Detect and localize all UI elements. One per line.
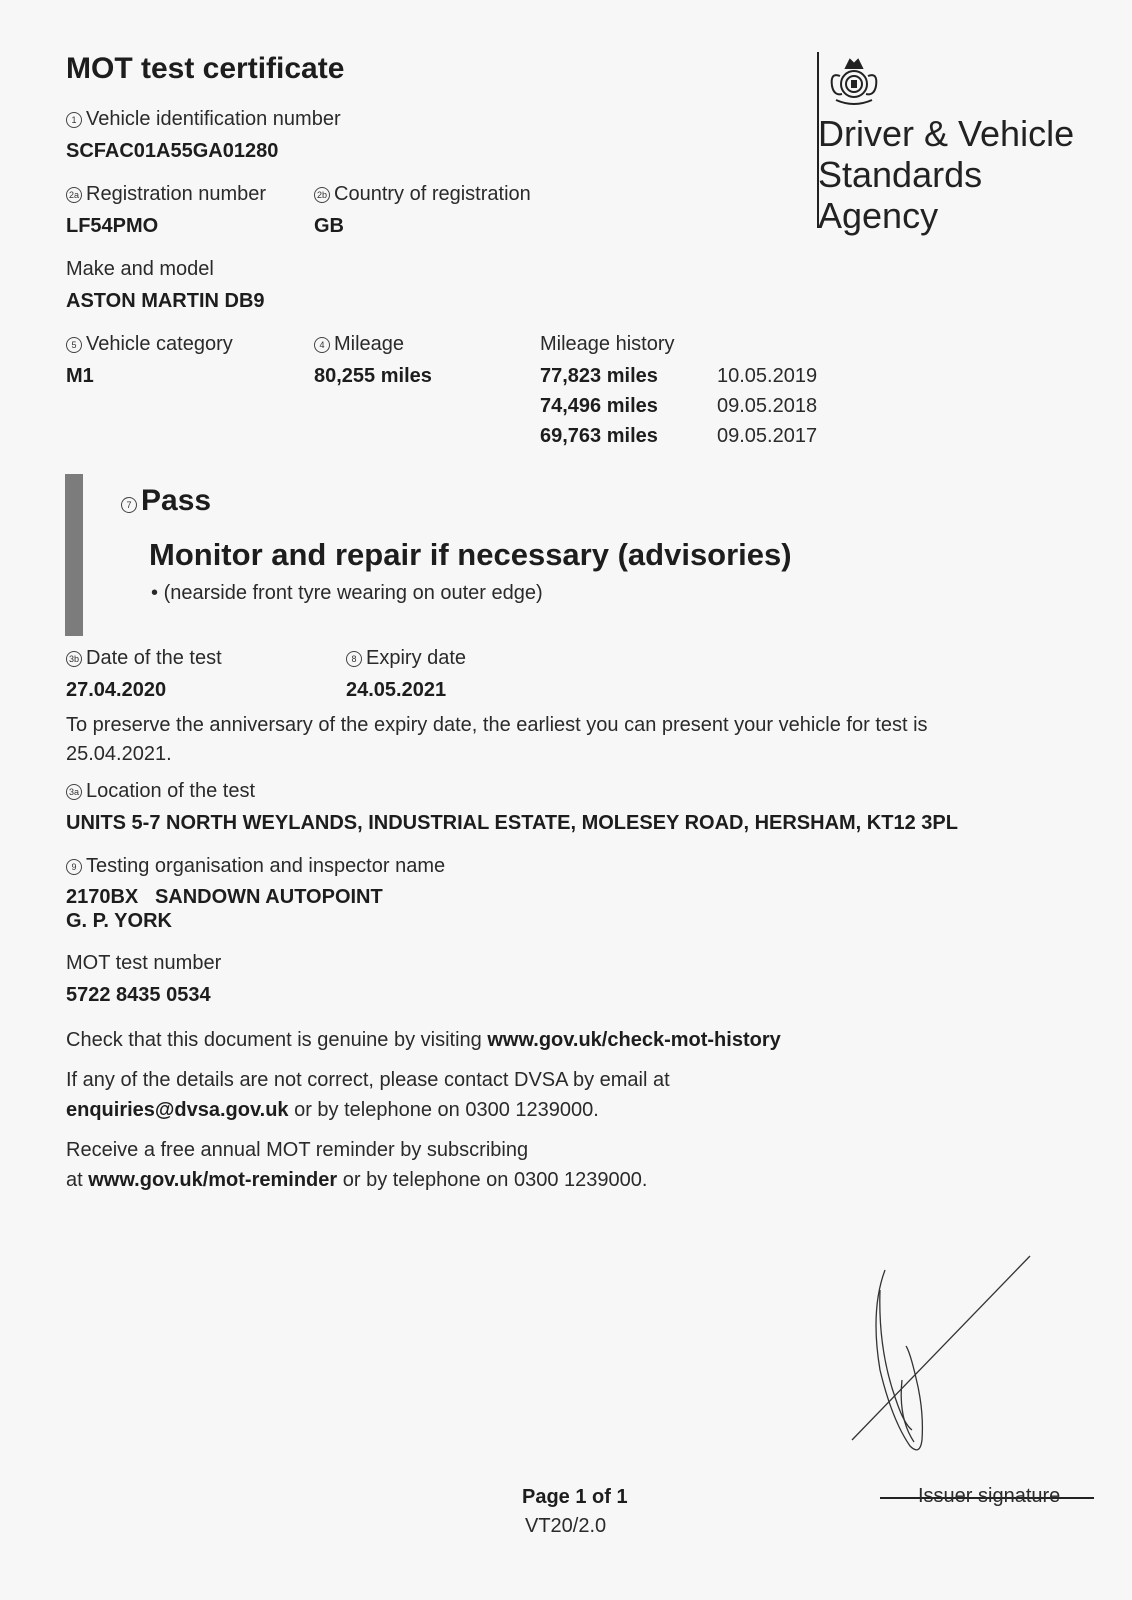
anniversary-note-line-1: To preserve the anniversary of the expiry date, the earliest you can present your vehicle for test is	[66, 714, 928, 736]
reminder-line-2: at www.gov.uk/mot-reminder or by telephone on 0300 1239000.	[66, 1169, 648, 1191]
organisation-value: 2170BX SANDOWN AUTOPOINT	[66, 886, 383, 908]
advisory-heading: Monitor and repair if necessary (advisories)	[149, 537, 792, 572]
signature-icon	[840, 1250, 1040, 1465]
anniversary-note-line-2: 25.04.2021.	[66, 743, 172, 765]
organisation-label: 9 Testing organisation and inspector name	[66, 855, 445, 878]
reminder-line-1: Receive a free annual MOT reminder by subscribing	[66, 1139, 529, 1161]
contact-line-1: If any of the details are not correct, please contact DVSA by email at	[66, 1069, 670, 1091]
result-highlight-bar	[65, 474, 83, 636]
test-date-value: 27.04.2020	[66, 679, 167, 701]
crest-icon	[822, 52, 886, 115]
field-number-badge: 5	[66, 337, 82, 353]
test-number-value: 5722 8435 0534	[66, 984, 211, 1006]
mileage-value: 80,255 miles	[314, 365, 432, 387]
agency-name-line-3: Agency	[818, 195, 939, 236]
check-mot-history-link[interactable]: www.gov.uk/check-mot-history	[487, 1029, 781, 1051]
category-value: M1	[66, 365, 94, 387]
inspector-name: G. P. YORK	[66, 910, 172, 932]
mot-reminder-link[interactable]: www.gov.uk/mot-reminder	[88, 1169, 338, 1191]
field-number-badge: 7	[121, 497, 137, 513]
registration-label: 2a Registration number	[66, 183, 266, 206]
category-label: 5 Vehicle category	[66, 333, 233, 356]
vin-label: 1 Vehicle identification number	[66, 108, 341, 131]
dvsa-email-link[interactable]: enquiries@dvsa.gov.uk	[66, 1099, 289, 1121]
page-number: Page 1 of 1	[522, 1486, 628, 1508]
field-number-badge: 3b	[66, 651, 82, 667]
expiry-date-value: 24.05.2021	[346, 679, 447, 701]
field-number-badge: 2b	[314, 187, 330, 203]
field-number-badge: 1	[66, 112, 82, 128]
signature-label: Issuer signature	[918, 1485, 1061, 1507]
field-number-badge: 2a	[66, 187, 82, 203]
mileage-history-date: 09.05.2018	[717, 395, 818, 417]
agency-name-line-1: Driver & Vehicle	[818, 113, 1075, 154]
mileage-history-miles: 74,496 miles	[540, 395, 658, 417]
form-code: VT20/2.0	[525, 1515, 607, 1537]
expiry-date-label: 8 Expiry date	[346, 647, 466, 670]
mileage-history-miles: 77,823 miles	[540, 365, 658, 387]
mileage-history-label: Mileage history	[540, 333, 675, 355]
location-value: UNITS 5-7 NORTH WEYLANDS, INDUSTRIAL ESTATE, MOLESEY ROAD, HERSHAM, KT12 3PL	[66, 812, 958, 834]
field-number-badge: 9	[66, 859, 82, 875]
make-model-label: Make and model	[66, 258, 214, 280]
agency-name-line-2: Standards	[818, 154, 983, 195]
genuine-check-text: Check that this document is genuine by visiting www.gov.uk/check-mot-history	[66, 1029, 781, 1051]
mileage-label: 4 Mileage	[314, 333, 404, 356]
field-number-badge: 8	[346, 651, 362, 667]
country-label: 2b Country of registration	[314, 183, 531, 206]
mileage-history-date: 10.05.2019	[717, 365, 818, 387]
result-status: 7 Pass	[121, 484, 211, 518]
make-model-value: ASTON MARTIN DB9	[66, 290, 265, 312]
field-number-badge: 4	[314, 337, 330, 353]
test-number-label: MOT test number	[66, 952, 222, 974]
advisory-item: • (nearside front tyre wearing on outer edge)	[151, 582, 543, 604]
test-date-label: 3b Date of the test	[66, 647, 222, 670]
country-value: GB	[314, 215, 344, 237]
vin-value: SCFAC01A55GA01280	[66, 140, 279, 162]
contact-line-2: enquiries@dvsa.gov.uk or by telephone on 0300 1239000.	[66, 1099, 599, 1121]
location-label: 3a Location of the test	[66, 780, 255, 803]
mileage-history-miles: 69,763 miles	[540, 425, 658, 447]
registration-value: LF54PMO	[66, 215, 159, 237]
mileage-history-date: 09.05.2017	[717, 425, 818, 447]
document-title: MOT test certificate	[66, 52, 345, 85]
field-number-badge: 3a	[66, 784, 82, 800]
